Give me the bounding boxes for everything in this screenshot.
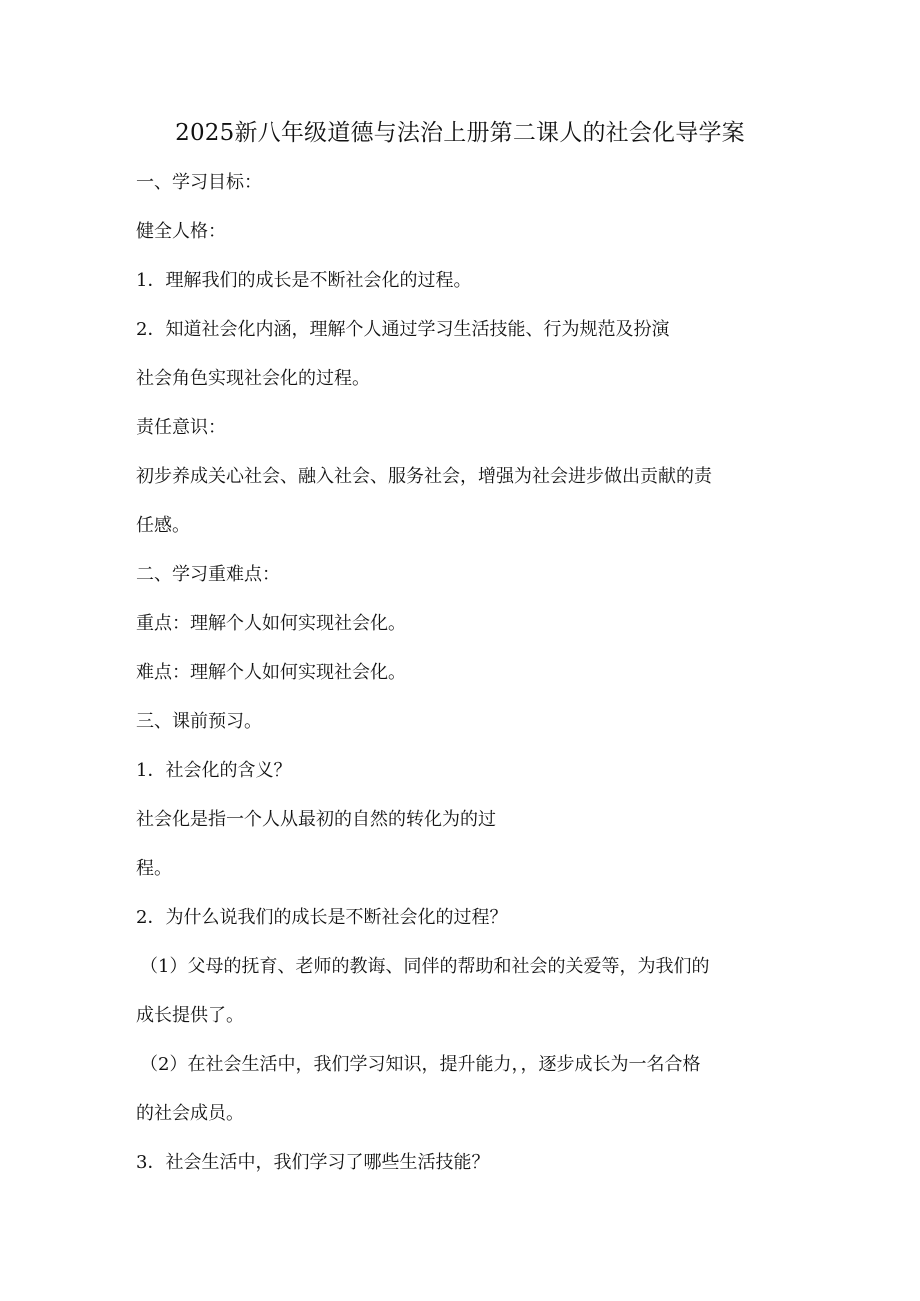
section-heading-objectives: 一、学习目标： [136,172,262,193]
objective-item-1: 1．理解我们的成长是不断社会化的过程。 [136,270,472,291]
answer-2-part-2-continued: 的社会成员。 [136,1103,244,1124]
difficult-point: 难点：理解个人如何实现社会化。 [136,662,406,683]
responsibility-text: 初步养成关心社会、融入社会、服务社会，增强为社会进步做出贡献的责 [136,466,712,487]
key-point: 重点：理解个人如何实现社会化。 [136,613,406,634]
page-title: 2025新八年级道德与法治上册第二课人的社会化导学案 [175,120,745,146]
subheading-personality: 健全人格： [136,221,226,242]
section-heading-key-points: 二、学习重难点： [136,564,280,585]
answer-2-part-2: （2）在社会生活中，我们学习知识，提升能力，，逐步成长为一名合格 [140,1054,701,1075]
answer-2-part-1: （1）父母的抚育、老师的教诲、同伴的帮助和社会的关爱等，为我们的 [140,956,710,977]
question-2: 2．为什么说我们的成长是不断社会化的过程？ [136,907,508,928]
objective-item-2: 2．知道社会化内涵，理解个人通过学习生活技能、行为规范及扮演 [136,319,670,340]
objective-item-2-continued: 社会角色实现社会化的过程。 [136,368,370,389]
answer-2-part-1-continued: 成长提供了。 [136,1005,244,1026]
question-3: 3．社会生活中，我们学习了哪些生活技能？ [136,1152,490,1173]
answer-1: 社会化是指一个人从最初的自然的转化为的过 [136,809,496,830]
subheading-responsibility: 责任意识： [136,417,226,438]
answer-1-continued: 程。 [136,858,172,879]
section-heading-preview: 三、课前预习。 [136,711,262,732]
question-1: 1．社会化的含义？ [136,760,292,781]
responsibility-text-continued: 任感。 [136,515,190,536]
